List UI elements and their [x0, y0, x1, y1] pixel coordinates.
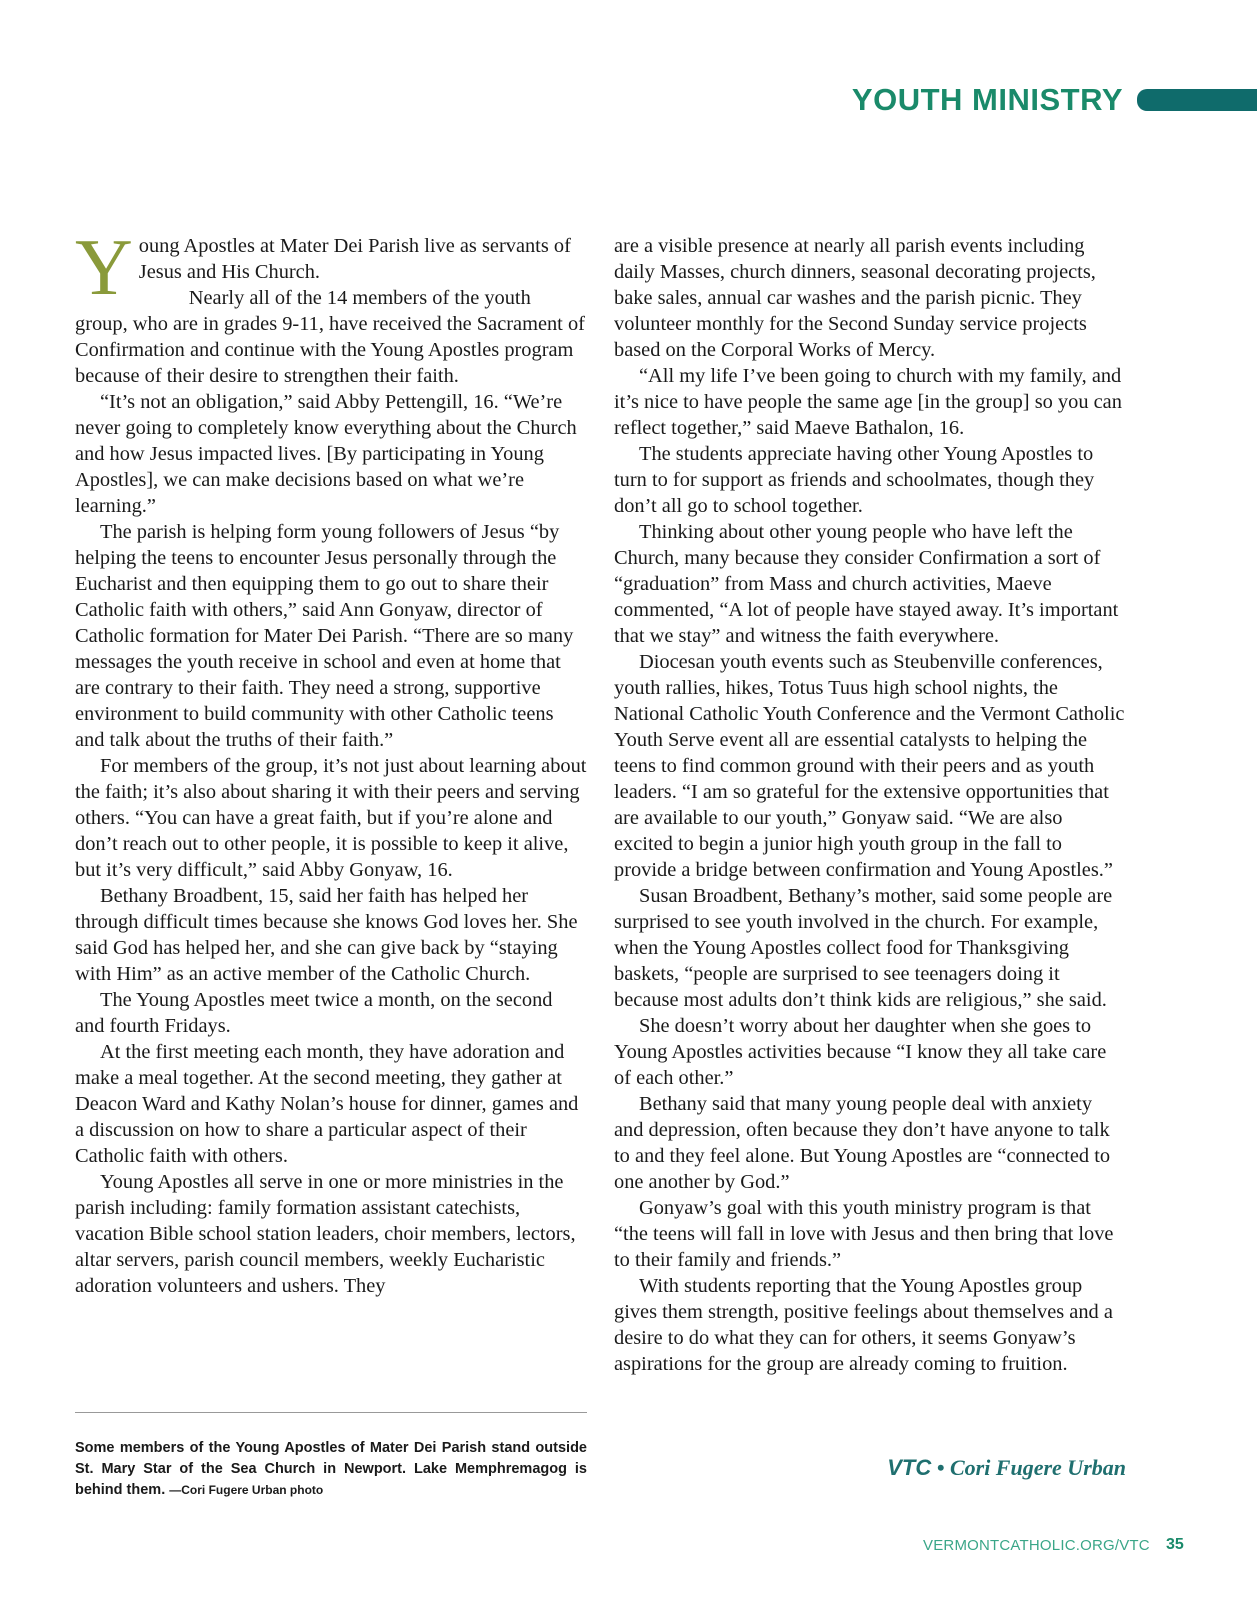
article-paragraph: Thinking about other young people who have left the Church, many because they consider Confirmation a sort of “graduation” from Mass and church activities, Maeve commented, “A lot of people have stayed away. It’s important that we stay” and witness the faith everywhere.: [614, 521, 1119, 647]
page-number: 35: [1166, 1536, 1184, 1553]
article-paragraph: Susan Broadbent, Bethany’s mother, said some people are surprised to see youth involved in the church. For example, when the Young Apostles collect food for Thanksgiving baskets, “people are surprised to see teenagers doing it because most adults don’t think kids are religious,” she said.: [614, 885, 1113, 1011]
article-paragraph: Bethany Broadbent, 15, said her faith has helped her through difficult times because she knows God loves her. She said God has helped her, and she can give back by “staying with Him” as an active member of the Catholic Church.: [75, 885, 578, 985]
byline-author: Cori Fugere Urban: [949, 1455, 1126, 1480]
article-paragraph: With students reporting that the Young Apostles group gives them strength, positive feelings about themselves and a desire to do what they can for others, it seems Gonyaw’s aspirations for the group are already coming to fruition.: [614, 1275, 1113, 1375]
article-paragraph: The students appreciate having other Young Apostles to turn to for support as friends and schoolmates, though they don’t all go to school together.: [614, 443, 1095, 517]
article-paragraph: Young Apostles all serve in one or more ministries in the parish including: family formation assistant catechists, vacation Bible school station leaders, choir members, lectors, altar servers, parish council members, weekly Eucharistic adoration volunteers and ushers. They: [75, 1171, 576, 1297]
byline-publication: VTC: [887, 1455, 932, 1480]
section-tab-bar: [1137, 89, 1257, 111]
article-column-left: [75, 224, 587, 1299]
article-paragraph: “It’s not an obligation,” said Abby Pettengill, 16. “We’re never going to completely know everything about the Church and how Jesus impacted lives. [By participating in Young Apostles], we can make decisions based on what we’re learning.”: [75, 391, 577, 517]
article-byline: [887, 1455, 1126, 1481]
article-paragraph: Diocesan youth events such as Steubenville conferences, youth rallies, hikes, Totus Tuus high school nights, the National Catholic Youth Conference and the Vermont Catholic Youth Serve event all are essential catalysts to helping the teens to find common ground with their peers and as youth leaders. “I am so grateful for the extensive opportunities that are available to our youth,” Gonyaw said. “We are also excited to begin a junior high youth group in the fall to provide a bridge between confirmation and Young Apostles.”: [614, 651, 1125, 881]
article-paragraph: The parish is helping form young followers of Jesus “by helping the teens to encounter Jesus personally through the Eucharist and then equipping them to go out to share their Catholic faith with others,” said Ann Gonyaw, director of Catholic formation for Mater Dei Parish. “There are so many messages the youth receive in school and even at home that are contrary to their faith. They need a strong, supportive environment to build community with other Catholic teens and talk about the truths of their faith.”: [75, 521, 574, 751]
drop-cap: Y: [75, 224, 133, 312]
section-title: YOUTH MINISTRY: [851, 82, 1123, 117]
article-paragraph: are a visible presence at nearly all parish events including daily Masses, church dinners, seasonal decorating projects, bake sales, annual car washes and the parish picnic. They volunteer monthly for the Second Sunday service projects based on the Corporal Works of Mercy.: [614, 235, 1096, 361]
article-paragraph: Gonyaw’s goal with this youth ministry program is that “the teens will fall in love with Jesus and then bring that love to their family and friends.”: [614, 1197, 1114, 1271]
section-header: [852, 82, 1257, 118]
article-paragraph: She doesn’t worry about her daughter when she goes to Young Apostles activities because “I know they all take care of each other.”: [614, 1015, 1107, 1089]
caption-divider: [75, 1412, 587, 1413]
article-paragraph: “All my life I’ve been going to church with my family, and it’s nice to have people the same age [in the group] so you can reflect together,” said Maeve Bathalon, 16.: [614, 365, 1122, 439]
article-paragraph: The Young Apostles meet twice a month, on the second and fourth Fridays.: [75, 989, 553, 1037]
article-paragraph: Young Apostles at Mater Dei Parish live as servants of Jesus and His Church.: [75, 224, 571, 312]
byline-separator: •: [931, 1455, 950, 1480]
photo-caption: [75, 1438, 587, 1501]
article-paragraph: Bethany said that many young people deal with anxiety and depression, often because they don’t have anyone to talk to and they feel alone. But Young Apostles are “connected to one another by God.”: [614, 1093, 1111, 1193]
article-paragraph: For members of the group, it’s not just about learning about the faith; it’s also about sharing it with their peers and serving others. “You can have a great faith, but if you’re alone and don’t reach out to other people, it is possible to keep it alive, but it’s very difficult,” said Abby Gonyaw, 16.: [75, 755, 587, 881]
article-paragraph: Nearly all of the 14 members of the youth group, who are in grades 9-11, have received the Sacrament of Confirmation and continue with the Young Apostles program because of their desire to strengthen their faith.: [75, 287, 585, 387]
footer-url: VERMONTCATHOLIC.ORG/VTC: [923, 1537, 1150, 1554]
caption-text: Some members of the Young Apostles of Mater Dei Parish stand outside St. Mary Star of the Sea Church in Newport. Lake Memphremagog is behind them.: [75, 1440, 587, 1498]
photo-credit: —Cori Fugere Urban photo: [169, 1483, 324, 1497]
article-paragraph: At the first meeting each month, they have adoration and make a meal together. At the second meeting, they gather at Deacon Ward and Kathy Nolan’s house for dinner, games and a discussion on how to share a particular aspect of their Catholic faith with others.: [75, 1041, 579, 1167]
article-column-right: [614, 233, 1126, 1377]
